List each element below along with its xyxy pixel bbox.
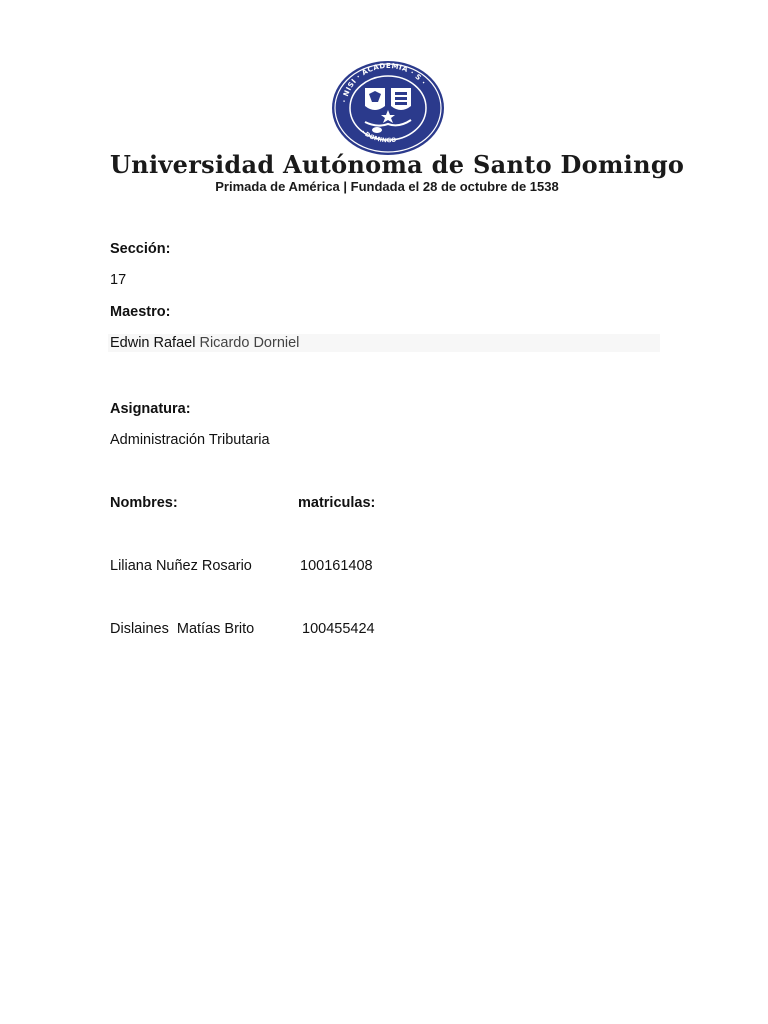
student-name: Dislaines Matías Brito [110, 621, 255, 637]
subject-label: Asignatura: [110, 401, 191, 417]
seal-ring-text-bottom: · DOMINGO · [359, 128, 402, 145]
teacher-label: Maestro: [110, 304, 171, 320]
university-name: Universidad Autónoma de Santo Domingo [110, 150, 685, 179]
names-header: Nombres: [110, 495, 178, 511]
university-seal-icon [331, 60, 445, 156]
university-subtitle: Primada de América | Fundada el 28 de octubre de 1538 [215, 179, 559, 194]
section-value: 17 [110, 272, 127, 288]
teacher-first-name: Edwin Rafael [110, 335, 196, 351]
teacher-last-name: Ricardo Dorniel [199, 335, 300, 351]
student-name: Liliana Nuñez Rosario [110, 558, 252, 574]
section-label: Sección: [110, 241, 171, 257]
student-id: 100455424 [302, 621, 375, 637]
ids-header: matriculas: [298, 495, 376, 511]
subject-value: Administración Tributaria [110, 432, 270, 448]
seal-ring-text-top: · NISI · ACADEMIA · S · [340, 61, 428, 104]
teacher-value [110, 335, 299, 351]
student-id: 100161408 [300, 558, 373, 574]
